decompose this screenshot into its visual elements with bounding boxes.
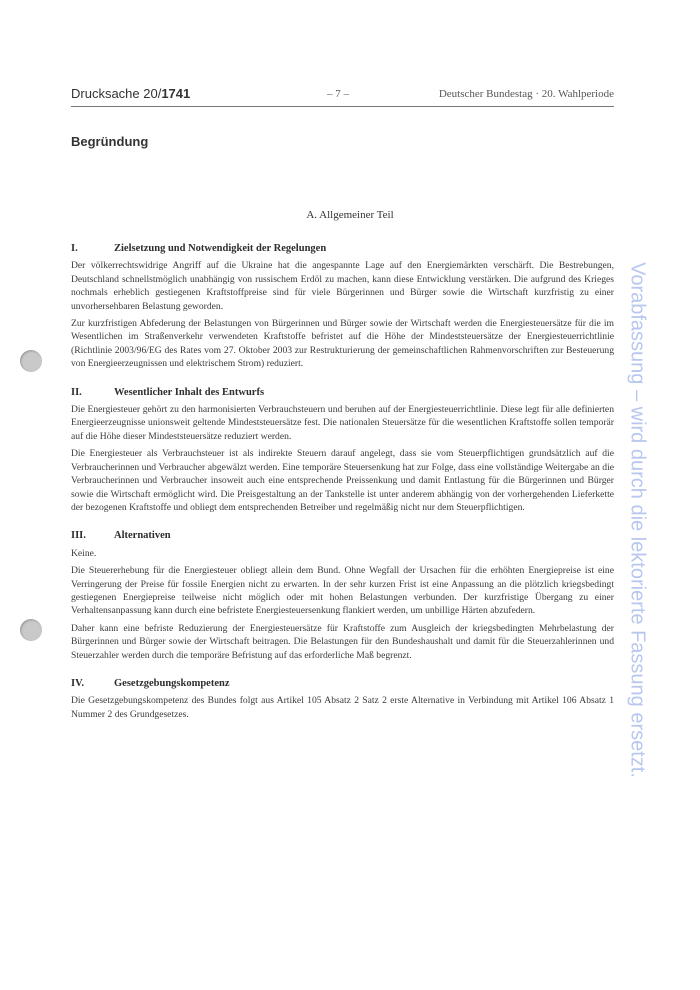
header-divider (71, 106, 614, 107)
section-kompetenz (71, 677, 614, 721)
section-heading (71, 242, 614, 255)
section-title: Alternativen (114, 530, 171, 542)
section-number: IV. (71, 677, 84, 689)
section-title: Zielsetzung und Notwendigkeit der Regelungen (114, 243, 327, 254)
publisher-info: Deutscher Bundestag · 20. Wahlperiode (438, 88, 614, 100)
paragraph: Die Energiesteuer gehört zu den harmonisierten Verbrauchsteuern und beruhen auf der Energiesteuerrichtlinie. Diese legt für alle definierten Energieerzeugnisse unionsweit geltende Mindeststeuersätze fest. Die nationalen Steuersätze für die wesentlichen Kraftstoffe sollen temporär auf die Höhe dieser Mindeststeuersätze reduziert werden. (71, 404, 614, 442)
section-heading (71, 677, 614, 690)
paragraph: Daher kann eine befriste Reduzierung der Energiesteuersätze für Kraftstoffe zum Ausgleich der kriegsbedingten Mehrbelastung der Bürgerinnen und Bürger sowie der Wirtschaft beitragen. Die Belastungen für den Bundeshaushalt und damit für die Steuerzahlerinnen und Steuerzahler werden durch die temporäre Befristung auf das erforderliche Maß begrenzt. (71, 622, 614, 661)
paragraph: Zur kurzfristigen Abfederung der Belastungen von Bürgerinnen und Bürger sowie der Wirtschaft werden die Energiesteuersätze für die im Wesentlichen im Straßenverkehr verwendeten Kraftstoffe befristet auf die Höhe der Mindeststeuersätze der Energiesteuerrichtlinie (Richtlinie 2003/96/EG des Rates vom 27. Oktober 2003 zur Restrukturierung der gemeinschaftlichen Rahmenvorschriften zur Besteuerung von Energieerzeugnissen und elektrischem Strom) reduziert. (71, 318, 614, 370)
paragraph: Die Gesetzgebungskompetenz des Bundes folgt aus Artikel 105 Absatz 2 Satz 2 erste Alternative in Verbindung mit Artikel 106 Absatz 1 Nummer 2 des Grundgesetzes. (71, 695, 614, 720)
document-number-value: 1741 (161, 86, 191, 101)
section-heading (71, 386, 614, 399)
document-number (71, 86, 190, 101)
paragraph: Keine. (71, 547, 97, 559)
section-number: III. (71, 530, 86, 542)
section-heading (71, 529, 614, 542)
section-inhalt (71, 386, 614, 515)
part-title: A. Allgemeiner Teil (306, 209, 394, 221)
page-number: – 7 – (327, 88, 349, 100)
punch-hole (20, 350, 42, 372)
section-alternativen (71, 529, 614, 662)
document-body (71, 242, 614, 736)
section-number: I. (71, 243, 78, 254)
paragraph: Die Steuererhebung für die Energiesteuer obliegt allein dem Bund. Ohne Wegfall der Ursachen für die erhöhten Energiepreise ist eine Verringerung der Preise für fossile Energien nicht zu erwarten. In der sehr kurzen Frist ist eine Anpassung an die plötzlich kriegsbedingt gestiegenen Energiepreise teilweise nicht möglich oder mit hohen Belastungen verbunden. Der kurzfristige Übergang zu einer Verhaltensanpassung kann durch eine befristete Energiesteuersenkung flankiert werden, um unbillige Härten abzufedern. (71, 565, 614, 617)
section-title: Wesentlicher Inhalt des Entwurfs (114, 386, 265, 398)
section-title: Gesetzgebungskompetenz (114, 677, 230, 689)
paragraph: Der völkerrechtswidrige Angriff auf die Ukraine hat die angespannte Lage auf den Energiemärkten verschärft. Die Bestrebungen, Deutschland schnellstmöglich unabhängig von russischem Erdöl zu machen, kann diese Entwicklung verstärken. Die aufgrund des Krieges nochmals erheblich gestiegenen Kraftstoffpreise sind für viele Bürgerinnen und Bürger sowie die Wirtschaft kurzfristig zu einer unvorhersehbaren Belastung geworden. (71, 260, 614, 312)
draft-watermark: Vorabfassung – wird durch die lektorierte Fassung ersetzt. (626, 262, 649, 778)
section-number: II. (71, 386, 82, 398)
document-number-prefix: Drucksache 20/ (71, 86, 162, 101)
section-zielsetzung (71, 242, 614, 371)
page-title: Begründung (71, 134, 149, 149)
paragraph: Die Energiesteuer als Verbrauchsteuer ist als indirekte Steuern darauf angelegt, dass sie vom Steuerpflichtigen grundsätzlich auf die Verbraucherinnen und Verbraucher abgewälzt werden. Eine temporäre Steuersenkung hat zur Folge, dass eine vollständige Weitergabe an die Verbraucherinnen und Verbraucher insoweit auch eine entsprechende Preissenkung und damit Entlastung für die Bürgerinnen und Bürger sowie die Wirtschaft ermöglicht wird. Die Preisgestaltung an der Tankstelle ist unter anderem abhängig von der vorhergehenden Lieferkette der bezogenen Kraftstoffe und obliegt dem entsprechenden Betreiber und regelmäßig nicht nur dem Steuerpflichtigen. (71, 448, 614, 513)
punch-hole (20, 619, 42, 641)
